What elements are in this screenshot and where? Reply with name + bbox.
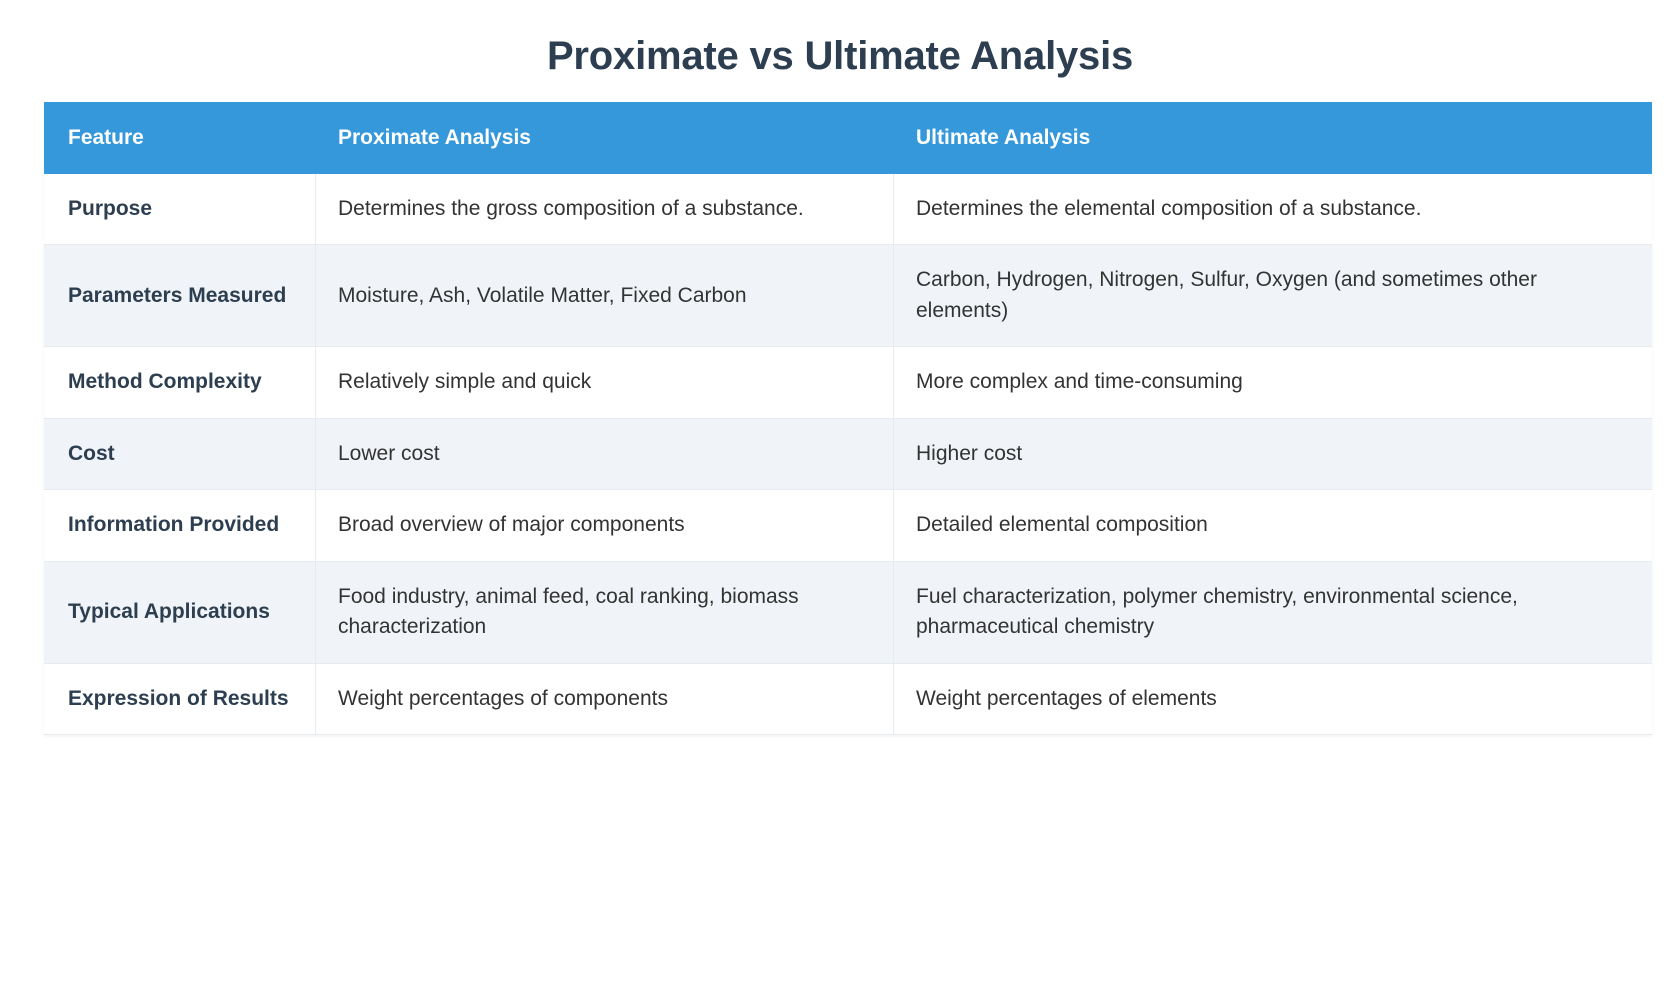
table-row [44, 664, 1652, 735]
cell-feature: Expression of Results [44, 664, 316, 735]
cell-proximate: Determines the gross composition of a substance. [316, 174, 894, 245]
cell-feature: Method Complexity [44, 347, 316, 418]
cell-feature: Purpose [44, 174, 316, 245]
table-body [44, 174, 1652, 735]
column-header-proximate-analysis: Proximate Analysis [316, 102, 894, 174]
table-row [44, 490, 1652, 561]
cell-feature: Cost [44, 419, 316, 490]
table-row [44, 562, 1652, 664]
cell-ultimate: More complex and time-consuming [894, 347, 1652, 418]
table-row [44, 174, 1652, 245]
cell-proximate: Relatively simple and quick [316, 347, 894, 418]
cell-ultimate: Weight percentages of elements [894, 664, 1652, 735]
column-header-feature: Feature [44, 102, 316, 174]
comparison-table [44, 102, 1652, 735]
table-header-row [44, 102, 1652, 174]
cell-proximate: Weight percentages of components [316, 664, 894, 735]
cell-proximate: Moisture, Ash, Volatile Matter, Fixed Carbon [316, 245, 894, 347]
cell-ultimate: Determines the elemental composition of a substance. [894, 174, 1652, 245]
cell-ultimate: Fuel characterization, polymer chemistry, environmental science, pharmaceutical chemistry [894, 562, 1652, 664]
column-header-ultimate-analysis: Ultimate Analysis [894, 102, 1652, 174]
table-row [44, 347, 1652, 418]
table-row [44, 419, 1652, 490]
table-header [44, 102, 1652, 174]
cell-ultimate: Carbon, Hydrogen, Nitrogen, Sulfur, Oxygen (and sometimes other elements) [894, 245, 1652, 347]
cell-feature: Information Provided [44, 490, 316, 561]
cell-ultimate: Higher cost [894, 419, 1652, 490]
cell-ultimate: Detailed elemental composition [894, 490, 1652, 561]
cell-proximate: Broad overview of major components [316, 490, 894, 561]
cell-feature: Parameters Measured [44, 245, 316, 347]
table-row [44, 245, 1652, 347]
page-title: Proximate vs Ultimate Analysis [546, 34, 1134, 78]
cell-feature: Typical Applications [44, 562, 316, 664]
cell-proximate: Lower cost [316, 419, 894, 490]
cell-proximate: Food industry, animal feed, coal ranking, biomass characterization [316, 562, 894, 664]
